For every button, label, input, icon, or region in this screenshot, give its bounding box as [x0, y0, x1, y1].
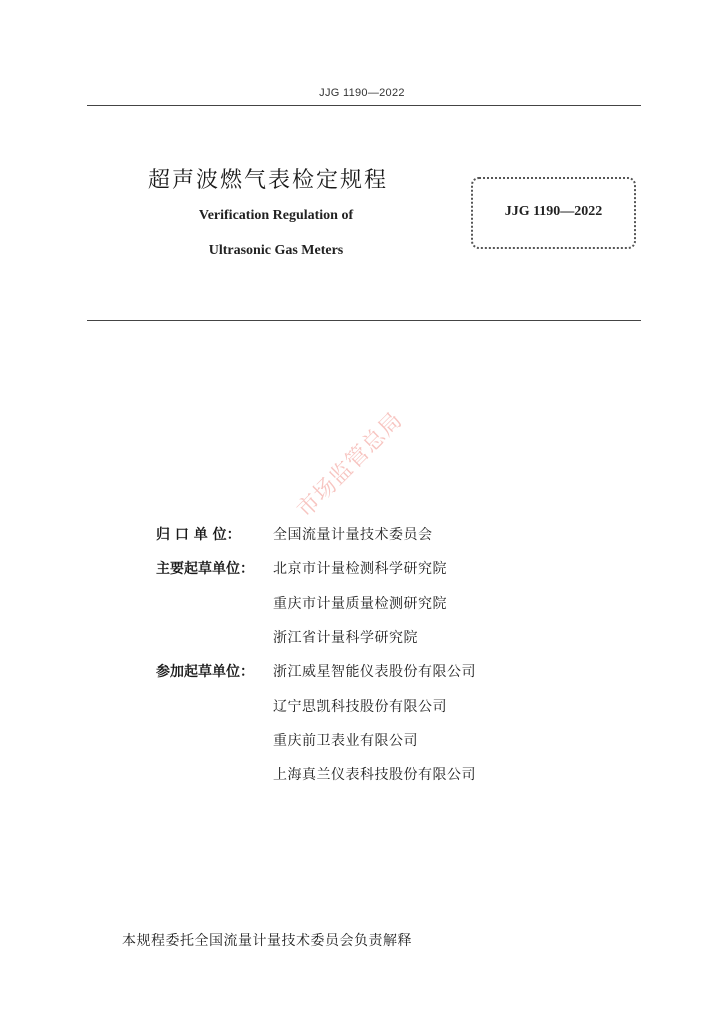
participating-units-label: 参加起草单位：	[156, 664, 254, 680]
main-drafting-unit-2: 重庆市计量质量检测研究院	[273, 596, 447, 612]
participating-unit-4: 上海真兰仪表科技股份有限公司	[273, 767, 476, 783]
watermark: 市场监管总局	[292, 407, 408, 523]
title-divider	[87, 320, 641, 321]
interpretation-note: 本规程委托全国流量计量技术委员会负责解释	[122, 933, 412, 949]
participating-unit-2: 辽宁思凯科技股份有限公司	[273, 699, 447, 715]
responsible-unit-value: 全国流量计量技术委员会	[273, 527, 433, 543]
title-chinese: 超声波燃气表检定规程	[148, 168, 389, 193]
title-english-line-2: Ultrasonic Gas Meters	[208, 243, 344, 258]
title-english-line-1: Verification Regulation of	[198, 208, 354, 223]
main-drafting-units-label: 主要起草单位：	[156, 561, 254, 577]
main-drafting-unit-3: 浙江省计量科学研究院	[273, 630, 418, 646]
participating-unit-3: 重庆前卫表业有限公司	[273, 733, 418, 749]
responsible-unit-label: 归 口 单 位：	[156, 527, 241, 543]
header-standard-code: JJG 1190—2022	[319, 87, 405, 99]
standard-code-box	[471, 177, 636, 249]
main-drafting-unit-1: 北京市计量检测科学研究院	[273, 561, 447, 577]
standard-code-box-text: JJG 1190—2022	[504, 204, 603, 219]
header-divider	[87, 105, 641, 106]
participating-unit-1: 浙江威星智能仪表股份有限公司	[273, 664, 476, 680]
